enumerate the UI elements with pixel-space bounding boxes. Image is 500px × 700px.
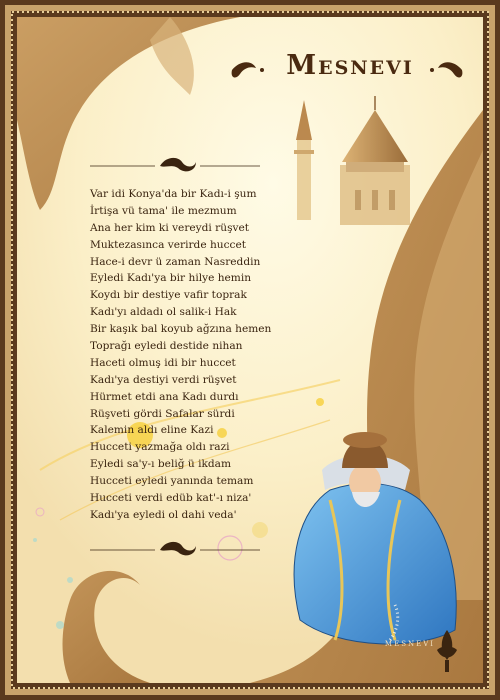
poem-line: Hürmet etdi ana Kadı durdı xyxy=(90,390,239,403)
poem-line: Kadı'yı aldadı ol salik-i Hak xyxy=(90,306,237,319)
poster-title: Mesnevi xyxy=(286,50,414,81)
poem-line: Kadı'ya destiyi verdi rüşvet xyxy=(90,373,237,386)
poem-line: Hucceti eyledi yanında temam xyxy=(90,475,254,488)
bubble xyxy=(33,538,37,542)
poem-line: Toprağı eyledi destide nihan xyxy=(90,340,243,353)
poem-line: Haceti olmuş idi bir huccet xyxy=(90,356,236,369)
poem-line: Eyledi Kadı'ya bir hilye hemin xyxy=(90,272,252,285)
poem-line: Kadı'ya eyledi ol dahi veda' xyxy=(90,508,237,521)
poem-line: Koydı bir destiye vafir toprak xyxy=(90,289,247,302)
bubble xyxy=(56,621,64,629)
glow-dot xyxy=(252,522,268,538)
poem-line: Eyledi sa'y-ı beliğ ü ikdam xyxy=(90,458,232,471)
footer-label: MESNEVI xyxy=(384,640,436,648)
poem-text xyxy=(90,186,320,524)
poem-line: Muktezasınca verirde huccet xyxy=(90,238,247,251)
poem-line: Bir kaşık bal koyub ağzına hemen xyxy=(90,323,272,336)
poem-line: Ana her kim ki vereydi rüşvet xyxy=(90,221,250,234)
poem-line: Hace-i devr ü zaman Nasreddin xyxy=(90,255,261,268)
poem-line: Hucceti yazmağa oldı razi xyxy=(90,441,230,454)
poem-line: Kalemin aldı eline Kazi xyxy=(90,424,214,437)
poem-line: Var idi Konya'da bir Kadı-i şum xyxy=(90,188,257,200)
bubble xyxy=(67,577,73,583)
poem-line: İrtişa vü tama' ile mezmum xyxy=(90,204,237,217)
poem-line: Hucceti verdi edüb kat'-ı niza' xyxy=(90,492,252,505)
poem-line: Rüşveti gördi Safalar sürdi xyxy=(90,407,235,420)
